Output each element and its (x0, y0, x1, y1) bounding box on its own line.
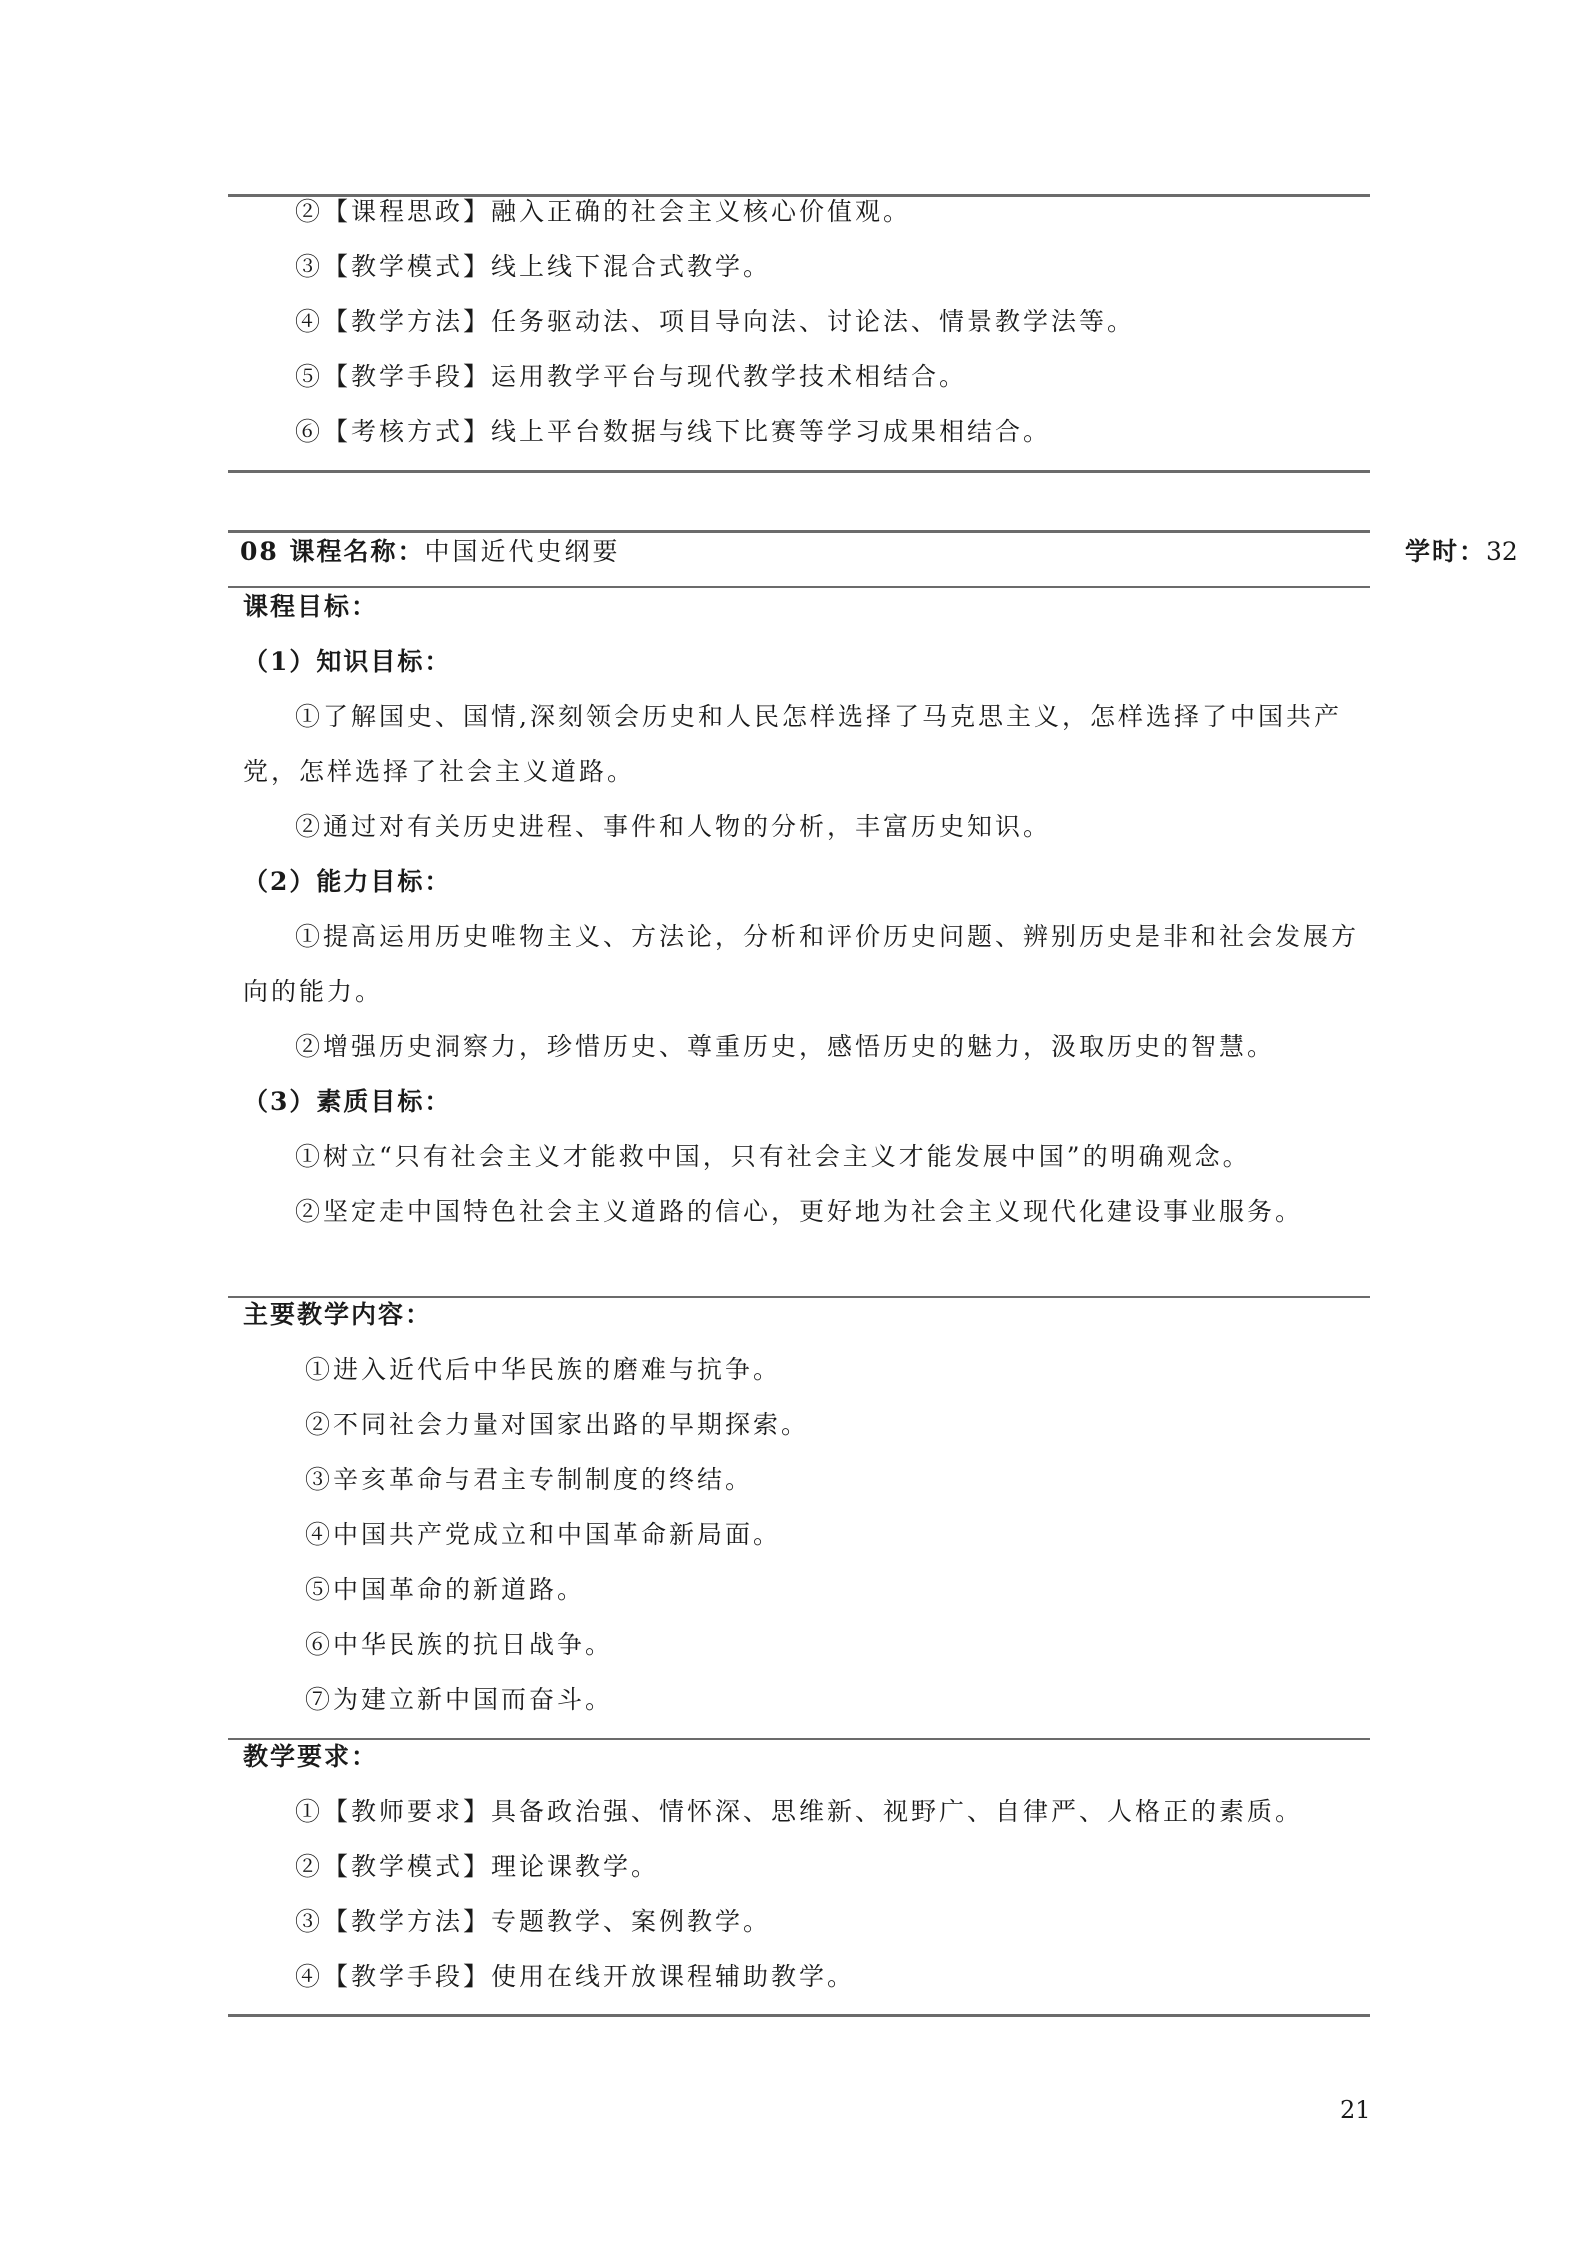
ability-item-1-line-1: ①提高运用历史唯物主义、方法论，分析和评价历史问题、辨别历史是非和社会发展方 (295, 922, 1360, 951)
knowledge-item-1-line-2: 党，怎样选择了社会主义道路。 (243, 757, 636, 786)
course-title-top-rule (228, 530, 1370, 533)
content-item-1: ①进入近代后中华民族的磨难与抗争。 (305, 1355, 782, 1384)
content-item-2: ②不同社会力量对国家出路的早期探索。 (305, 1410, 810, 1439)
requirement-item-3: ③【教学方法】专题教学、案例教学。 (295, 1907, 772, 1936)
knowledge-heading: （1）知识目标： (243, 647, 452, 676)
top-item-4: ⑤【教学手段】运用教学平台与现代教学技术相结合。 (295, 362, 968, 391)
course-number-label: 08 课程名称： (240, 537, 425, 566)
content-item-7: ⑦为建立新中国而奋斗。 (305, 1685, 614, 1714)
quality-item-1: ①树立“只有社会主义才能救中国，只有社会主义才能发展中国”的明确观念。 (295, 1142, 1251, 1171)
top-item-5: ⑥【考核方式】线上平台数据与线下比赛等学习成果相结合。 (295, 417, 1052, 446)
knowledge-item-1-line-1: ①了解国史、国情,深刻领会历史和人民怎样选择了马克思主义，怎样选择了中国共产 (295, 702, 1342, 731)
ability-heading: （2）能力目标： (243, 867, 452, 896)
course-hours (1405, 535, 1518, 569)
content-top-rule (228, 1296, 1370, 1298)
top-item-3: ④【教学方法】任务驱动法、项目导向法、讨论法、情景教学法等。 (295, 307, 1136, 336)
top-item-1: ②【课程思政】融入正确的社会主义核心价值观。 (295, 197, 912, 226)
top-section-bottom-rule (228, 470, 1370, 473)
ability-item-1-line-2: 向的能力。 (243, 977, 384, 1006)
requirements-bottom-rule (228, 2014, 1370, 2017)
ability-item-2: ②增强历史洞察力，珍惜历史、尊重历史，感悟历史的魅力，汲取历史的智慧。 (295, 1032, 1276, 1061)
page-number: 21 (1340, 2096, 1371, 2124)
hours-label: 学时： (1405, 537, 1487, 566)
requirement-item-4: ④【教学手段】使用在线开放课程辅助教学。 (295, 1962, 856, 1991)
content-item-5: ⑤中国革命的新道路。 (305, 1575, 586, 1604)
objectives-heading: 课程目标： (243, 592, 379, 621)
requirement-item-2: ②【教学模式】理论课教学。 (295, 1852, 660, 1881)
requirements-heading: 教学要求： (243, 1742, 379, 1771)
content-item-6: ⑥中华民族的抗日战争。 (305, 1630, 614, 1659)
course-name: 中国近代史纲要 (424, 537, 621, 566)
content-item-4: ④中国共产党成立和中国革命新局面。 (305, 1520, 782, 1549)
quality-heading: （3）素质目标： (243, 1087, 452, 1116)
hours-value: 32 (1486, 537, 1518, 566)
requirements-top-rule (228, 1738, 1370, 1740)
requirement-item-1: ①【教师要求】具备政治强、情怀深、思维新、视野广、自律严、人格正的素质。 (295, 1797, 1304, 1826)
knowledge-item-2: ②通过对有关历史进程、事件和人物的分析，丰富历史知识。 (295, 812, 1052, 841)
top-item-2: ③【教学模式】线上线下混合式教学。 (295, 252, 772, 281)
course-title-bottom-rule (228, 586, 1370, 588)
content-heading: 主要教学内容： (243, 1300, 433, 1329)
course-title-row (240, 535, 1518, 569)
content-item-3: ③辛亥革命与君主专制制度的终结。 (305, 1465, 754, 1494)
quality-item-2: ②坚定走中国特色社会主义道路的信心，更好地为社会主义现代化建设事业服务。 (295, 1197, 1304, 1226)
